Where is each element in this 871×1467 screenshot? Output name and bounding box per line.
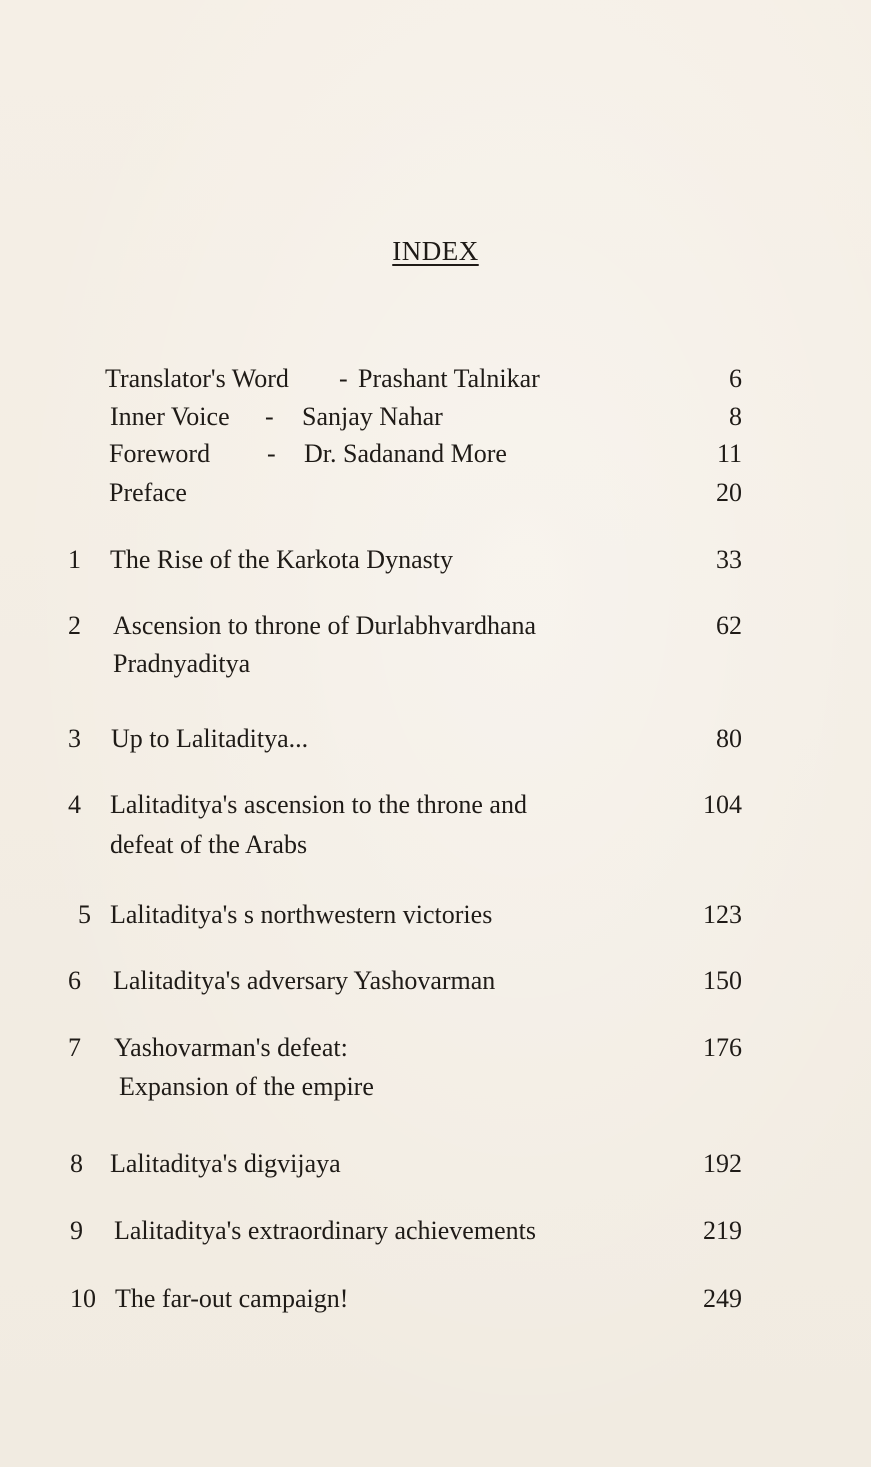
toc-chapter-6[interactable] (0, 961, 871, 1001)
chapter-title: Lalitaditya's s northwestern victories (110, 900, 493, 929)
chapter-title: The far-out campaign! (115, 1284, 349, 1313)
chapter-page-number: 176 (703, 1033, 742, 1062)
chapter-page-number: 80 (716, 724, 742, 753)
chapter-number: 4 (68, 790, 81, 819)
chapter-number: 7 (68, 1033, 81, 1062)
toc-chapter-2-continuation (0, 644, 871, 684)
entry-dash: - (265, 402, 274, 431)
entry-title: Preface (109, 478, 187, 507)
chapter-number: 6 (68, 966, 81, 995)
toc-chapter-3[interactable] (0, 719, 871, 759)
chapter-title: Lalitaditya's extraordinary achievements (114, 1216, 536, 1245)
entry-page-number: 11 (716, 439, 742, 468)
toc-chapter-10[interactable] (0, 1279, 871, 1319)
toc-chapter-8[interactable] (0, 1144, 871, 1184)
chapter-title: The Rise of the Karkota Dynasty (110, 545, 453, 574)
chapter-title: Up to Lalitaditya... (111, 724, 309, 753)
chapter-title-line2: defeat of the Arabs (110, 830, 308, 859)
chapter-number: 3 (68, 724, 81, 753)
chapter-title-line2: Pradnyaditya (113, 649, 251, 678)
chapter-number: 8 (70, 1149, 83, 1178)
chapter-page-number: 150 (703, 966, 742, 995)
chapter-title: Lalitaditya's digvijaya (110, 1149, 341, 1178)
entry-author: Prashant Talnikar (358, 364, 540, 393)
entry-title: Foreword (109, 439, 211, 468)
chapter-number: 2 (68, 611, 81, 640)
index-heading: INDEX (392, 236, 479, 266)
toc-chapter-4-continuation (0, 825, 871, 865)
toc-entry-inner-voice[interactable] (0, 397, 871, 437)
entry-page-number: 6 (729, 364, 742, 393)
toc-entry-foreword[interactable] (0, 434, 871, 474)
chapter-page-number: 249 (703, 1284, 742, 1313)
toc-chapter-7[interactable] (0, 1028, 871, 1068)
chapter-title: Yashovarman's defeat: (114, 1033, 348, 1062)
entry-page-number: 20 (716, 478, 742, 507)
toc-chapter-2[interactable] (0, 606, 871, 646)
toc-chapter-5[interactable] (0, 895, 871, 935)
chapter-page-number: 33 (716, 545, 742, 574)
entry-author: Dr. Sadanand More (304, 439, 507, 468)
entry-dash: - (267, 439, 276, 468)
chapter-title: Lalitaditya's ascension to the throne and (110, 790, 527, 819)
toc-chapter-9[interactable] (0, 1211, 871, 1251)
chapter-title-line2: Expansion of the empire (119, 1072, 374, 1101)
chapter-number: 10 (70, 1284, 96, 1313)
chapter-number: 5 (78, 900, 91, 929)
chapter-page-number: 123 (703, 900, 742, 929)
toc-entry-preface[interactable] (0, 473, 871, 513)
entry-title: Translator's Word (105, 364, 289, 393)
chapter-title: Ascension to throne of Durlabhvardhana (113, 611, 537, 640)
entry-title: Inner Voice (110, 402, 230, 431)
chapter-page-number: 62 (716, 611, 742, 640)
chapter-page-number: 192 (703, 1149, 742, 1178)
chapter-number: 1 (68, 545, 81, 574)
toc-chapter-1[interactable] (0, 540, 871, 580)
chapter-page-number: 219 (703, 1216, 742, 1245)
chapter-number: 9 (70, 1216, 83, 1245)
entry-dash: - (339, 364, 348, 393)
toc-chapter-7-continuation (0, 1067, 871, 1107)
entry-page-number: 8 (729, 402, 742, 431)
toc-chapter-4[interactable] (0, 785, 871, 825)
chapter-title: Lalitaditya's adversary Yashovarman (113, 966, 496, 995)
chapter-page-number: 104 (703, 790, 742, 819)
entry-author: Sanjay Nahar (302, 402, 443, 431)
toc-entry-translators-word[interactable] (0, 359, 871, 399)
